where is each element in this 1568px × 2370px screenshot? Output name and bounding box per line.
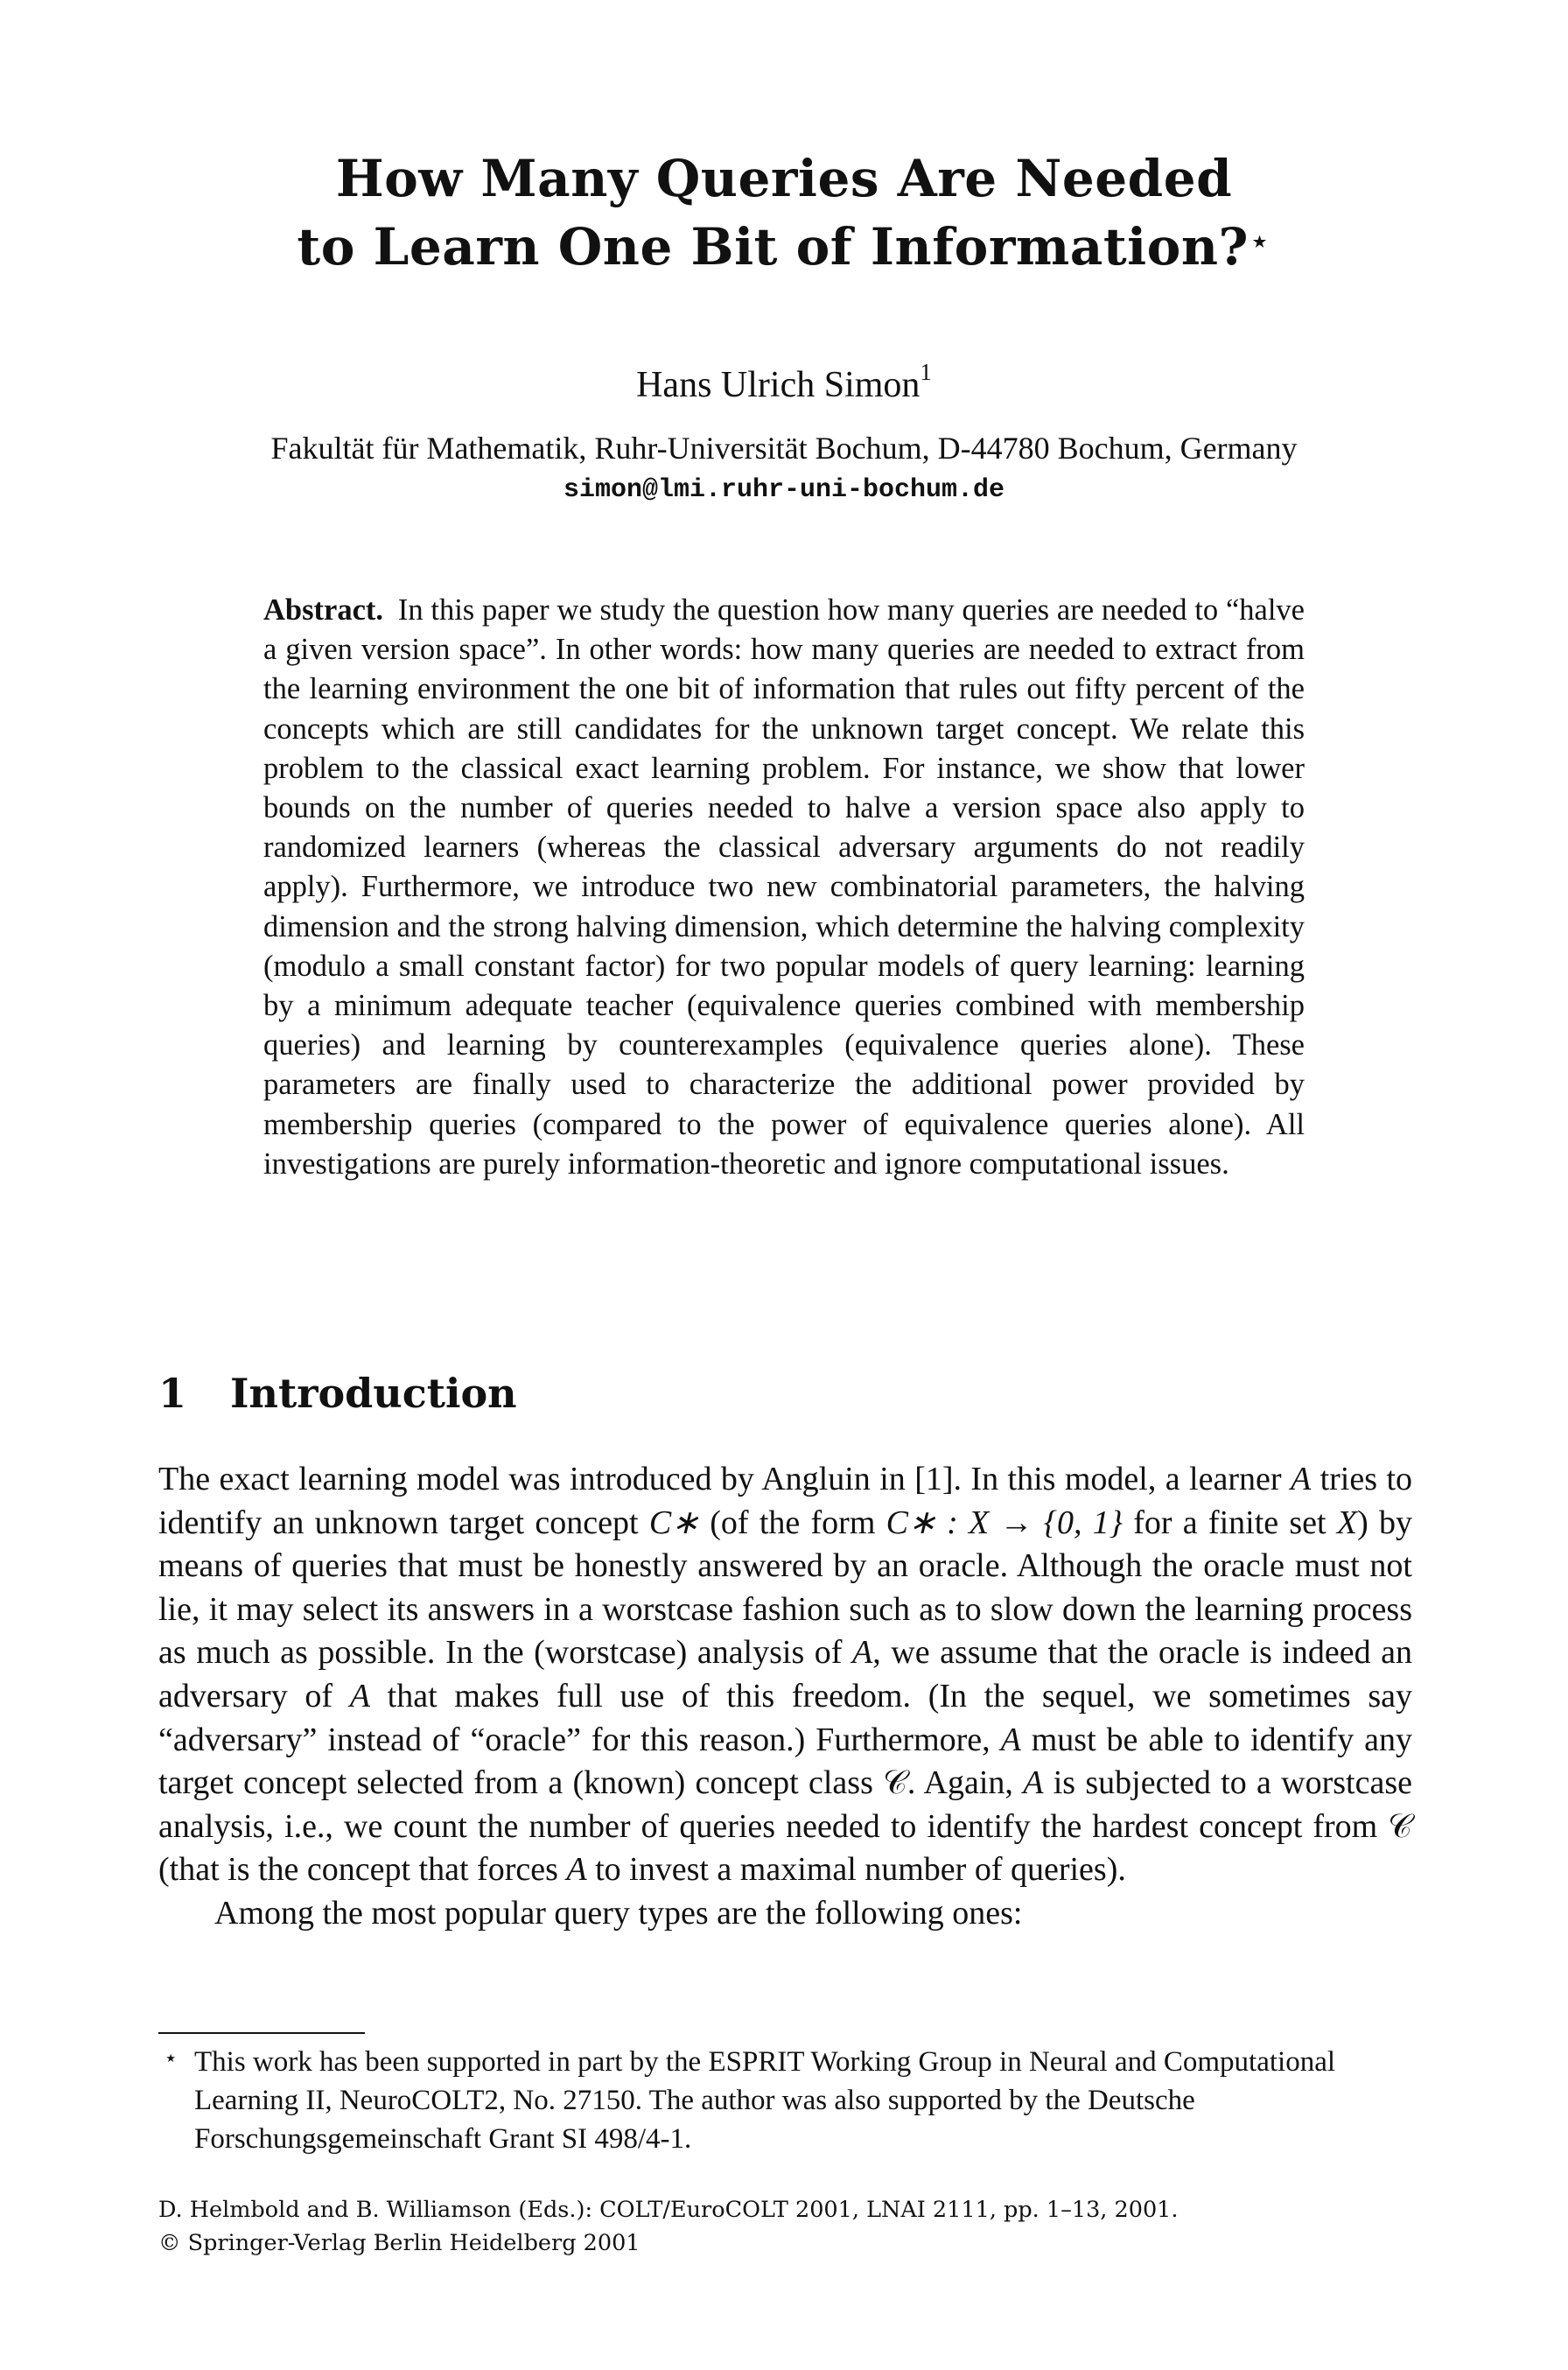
- text-run: for a finite set: [1122, 1504, 1337, 1541]
- footnote-text: This work has been supported in part by the ESPRIT Working Group in Neural and Computational Learning II, NeuroCOLT2, No. 27150. The author was also supported by the Deutsche Forschungsgemeinschaft Grant SI 498/4-1.: [194, 2046, 1336, 2155]
- introduction-body: [158, 1458, 1412, 1936]
- abstract: [263, 591, 1305, 1184]
- math-run: A: [852, 1634, 873, 1672]
- abstract-label: Abstract.: [263, 593, 384, 627]
- citation-line-1: D. Helmbold and B. Williamson (Eds.): COLT/EuroCOLT 2001, LNAI 2111, pp. 1–13, 2001.: [158, 2197, 1179, 2223]
- text-run: , we assume that the oracle is indeed an adversary of: [158, 1634, 1412, 1714]
- text-run: . Again,: [906, 1764, 1024, 1802]
- abstract-text: In this paper we study the question how many queries are needed to “halve a given version space”. In other words: how many queries are needed to extract from the learning environment the one bit of information that rules out fifty percent of the concepts which are still candidates for the unknown target concept. We relate this problem to the classical exact learning problem. For instance, we show that lower bounds on the number of queries needed to halve a version space also apply to randomized learners (whereas the classical adversary arguments do not readily apply). Furthermore, we introduce two new combinatorial parameters, the halving dimension and the strong halving dimension, which determine the halving complexity (modulo a small constant factor) for two popular models of query learning: learning by a minimum adequate teacher (equivalence queries combined with membership queries) and learning by counterexamples (equivalence queries alone). These parameters are finally used to characterize the additional power provided by membership queries (compared to the power of equivalence queries alone). All investigations are purely information-theoretic and ignore computational issues.: [263, 593, 1305, 1181]
- affiliation-address: Fakultät für Mathematik, Ruhr-Universität Bochum, D-44780 Bochum, Germany: [270, 431, 1298, 466]
- title-line-2-text: to Learn One Bit of Information?: [297, 217, 1250, 277]
- math-run: 𝒞: [883, 1764, 907, 1802]
- text-run: (of the form: [699, 1504, 886, 1541]
- math-run: A: [349, 1677, 370, 1714]
- title-line-2: [158, 213, 1410, 281]
- math-run: A: [1023, 1764, 1044, 1802]
- title-footnote-star: ⋆: [1249, 221, 1271, 262]
- publication-citation: [158, 2193, 1412, 2260]
- section-heading: [158, 1367, 517, 1420]
- math-run: A: [1000, 1721, 1021, 1758]
- author: [0, 354, 1568, 407]
- intro-paragraph-2: Among the most popular query types are the following ones:: [214, 1894, 1023, 1932]
- title-line-1: How Many Queries Are Needed: [335, 149, 1233, 208]
- footnote: [158, 2043, 1412, 2158]
- footnote-divider: [158, 2032, 365, 2034]
- math-run: A: [566, 1851, 587, 1889]
- math-run: C∗ : X → {0, 1}: [886, 1504, 1123, 1541]
- text-run: The exact learning model was introduced by Angluin in [1]. In this model, a learner: [158, 1461, 1291, 1497]
- text-run: must be able to identify any target concept selected from a (known) concept class: [158, 1721, 1412, 1802]
- text-run: that makes full use of this freedom. (In the sequel, we sometimes say “adversary” instead of “oracle” for this reason.) Furthermore,: [158, 1677, 1412, 1758]
- math-run: 𝒞: [1388, 1807, 1412, 1845]
- intro-paragraph-1: [158, 1458, 1412, 1892]
- author-email: simon@lmi.ruhr-uni-bochum.de: [563, 475, 1005, 505]
- text-run: tries to identify an unknown target concept: [158, 1461, 1413, 1541]
- math-run: X: [1336, 1504, 1358, 1541]
- text-run: is subjected to a worstcase analysis, i.e., we count the number of queries needed to identify the hardest concept from: [158, 1764, 1412, 1845]
- author-affil-mark: 1: [920, 359, 932, 385]
- text-run: ) by means of queries that must be honestly answered by an oracle. Although the oracle must not lie, it may select its answers in a worstcase fashion such as to slow down the learning process as much as possible. In the (worstcase) analysis of: [158, 1504, 1412, 1672]
- citation-line-2: © Springer-Verlag Berlin Heidelberg 2001: [158, 2230, 640, 2256]
- paper-title: [158, 144, 1410, 281]
- section-title: Introduction: [230, 1370, 517, 1417]
- author-name: Hans Ulrich Simon: [636, 365, 920, 405]
- text-run: (that is the concept that forces: [158, 1851, 567, 1889]
- section-number: 1: [158, 1370, 187, 1417]
- math-run: A: [1290, 1461, 1312, 1497]
- math-run: C∗: [648, 1504, 699, 1541]
- text-run: to invest a maximal number of queries).: [586, 1851, 1126, 1889]
- footnote-star: ⋆: [164, 2045, 178, 2071]
